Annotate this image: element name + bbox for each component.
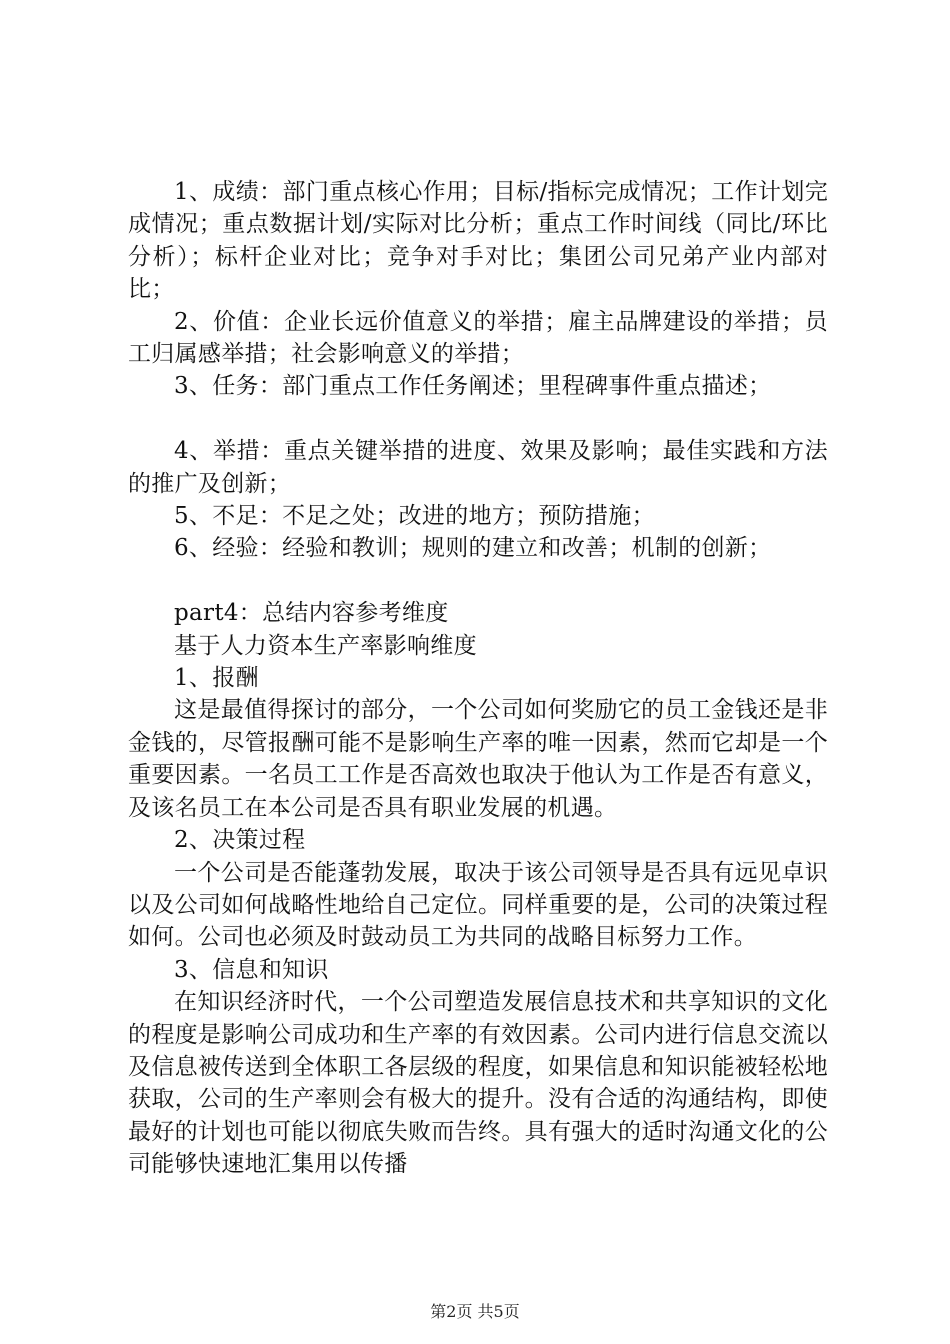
- paragraph-shortcomings: 5、不足：不足之处；改进的地方；预防措施；: [174, 503, 655, 530]
- blank-line: [128, 403, 828, 435]
- paragraph-information: 在知识经济时代，一个公司塑造发展信息技术和共享知识的文化的程度是影响公司成功和生产率的有效因素。公司内进行信息交流以及信息被传送到全体职工各层级的程度，如果信息和知识能被轻松地获取，公司的生产率则会有极大的提升。没有合适的沟通结构，即使最好的计划也可能以彻底失败而告终。具有强大的适时沟通文化的公司能够快速地汇集用以传播: [128, 989, 828, 1178]
- item-heading-compensation: 1、报酬: [174, 665, 259, 692]
- paragraph-compensation: 这是最值得探讨的部分，一个公司如何奖励它的员工金钱还是非金钱的，尽管报酬可能不是影响生产率的唯一因素，然而它却是一个重要因素。一名员工工作是否高效也取决于他认为工作是否有意义，及该名员工在本公司是否具有职业发展的机遇。: [128, 697, 828, 821]
- paragraph-decision: 一个公司是否能蓬勃发展，取决于该公司领导是否具有远见卓识以及公司如何战略性地给自己定位。同样重要的是，公司的决策过程如何。公司也必须及时鼓动员工为共同的战略目标努力工作。: [128, 859, 828, 951]
- section-heading-part4: part4：总结内容参考维度: [174, 600, 449, 627]
- section-subheading: 基于人力资本生产率影响维度: [174, 632, 477, 659]
- item-heading-information: 3、信息和知识: [174, 956, 329, 983]
- paragraph-task: 3、任务：部门重点工作任务阐述；里程碑事件重点描述；: [174, 373, 772, 400]
- page-number: 第2页 共5页: [430, 1302, 520, 1321]
- paragraph-value: 2、价值：企业长远价值意义的举措；雇主品牌建设的举措；员工归属感举措；社会影响意义的举措；: [128, 308, 828, 368]
- document-body: [128, 176, 828, 1181]
- paragraph-measures: 4、举措：重点关键举措的进度、效果及影响；最佳实践和方法的推广及创新；: [128, 438, 828, 497]
- paragraph-experience: 6、经验：经验和教训；规则的建立和改善；机制的创新；: [174, 535, 772, 562]
- item-heading-decision: 2、决策过程: [174, 827, 306, 854]
- paragraph-achievement: 1、成绩：部门重点核心作用；目标/指标完成情况；工作计划完成情况；重点数据计划/实际对比分析；重点工作时间线（同比/环比分析）；标杆企业对比；竞争对手对比；集团公司兄弟产业内部对比；: [128, 179, 828, 303]
- blank-line: [128, 565, 828, 597]
